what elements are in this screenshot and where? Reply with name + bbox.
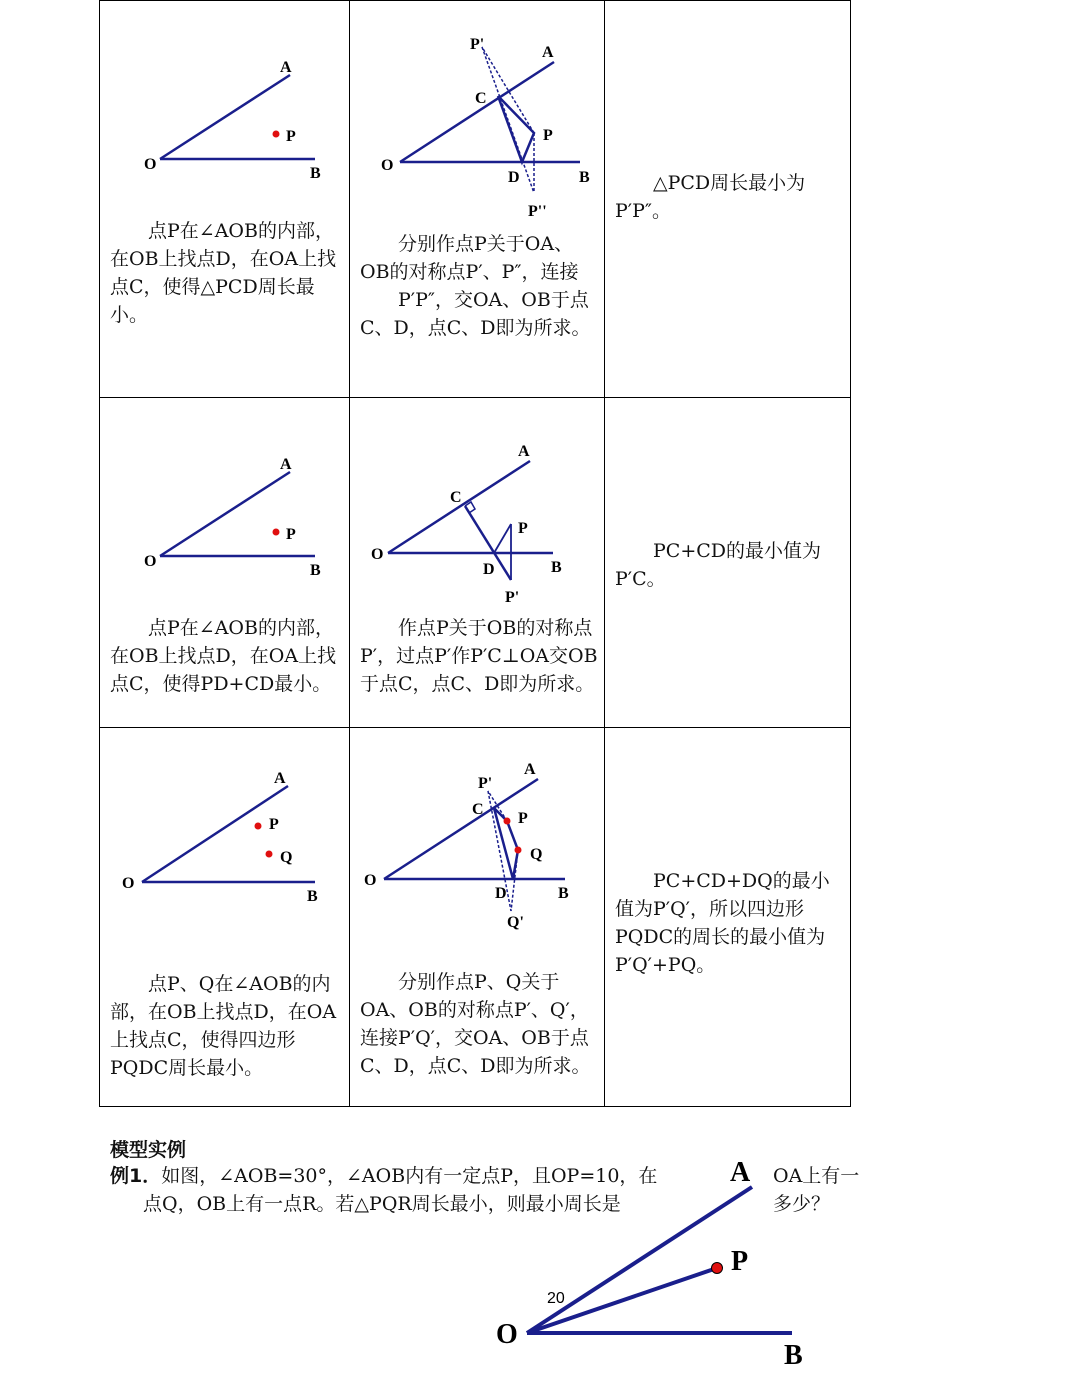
label-b: B xyxy=(310,165,321,182)
table-row xyxy=(100,728,851,1107)
problem-text: 点P、Q在∠AOB的内部，在OB上找点D，在OA上找点C，使得四边形PQDC周长最小。 xyxy=(110,973,337,1079)
label-d: D xyxy=(508,169,520,186)
problem-cell xyxy=(100,1,350,398)
label-p: P xyxy=(731,1246,749,1277)
point-q xyxy=(266,851,273,858)
label-o: O xyxy=(381,157,394,174)
ray-oa xyxy=(400,62,554,162)
problem-cell xyxy=(100,728,350,1107)
point-p xyxy=(712,1263,723,1274)
ray-oa xyxy=(527,1187,752,1333)
label-p2: P'' xyxy=(528,203,547,220)
method-cell xyxy=(350,398,605,728)
ray-oa xyxy=(160,75,290,159)
label-b: B xyxy=(307,888,318,905)
example-line-2-tail: 多少？ xyxy=(773,1193,831,1215)
figure-symmetric-construction xyxy=(350,1,605,231)
label-o: O xyxy=(496,1319,518,1350)
label-c: C xyxy=(475,90,487,107)
figure-angle-point xyxy=(100,398,350,598)
result-cell xyxy=(605,1,851,398)
label-o: O xyxy=(122,875,135,892)
label-o: O xyxy=(364,872,377,889)
method-text: 分别作点P关于OA、OB的对称点P′、P″，连接 P′P″，交OA、OB于点C、D，点C、D即为所求。 xyxy=(360,233,591,339)
figure-perpendicular-construction xyxy=(350,398,605,613)
point-p xyxy=(255,823,262,830)
result-cell xyxy=(605,398,851,728)
label-d: D xyxy=(483,561,495,578)
label-o: O xyxy=(144,553,157,570)
label-p1: P' xyxy=(478,775,493,792)
figure-two-point-construction xyxy=(350,728,605,938)
label-o: O xyxy=(371,546,384,563)
label-a: A xyxy=(542,44,554,61)
label-b: B xyxy=(579,169,590,186)
segment-pd xyxy=(494,524,511,553)
ray-oa xyxy=(142,786,288,882)
label-b: B xyxy=(551,559,562,576)
method-cell xyxy=(350,728,605,1107)
result-text: PC+CD+DQ的最小值为P′Q′，所以四边形PQDC的周长的最小值为P′Q′+PQ。 xyxy=(615,870,830,976)
table-row xyxy=(100,398,851,728)
method-text: 分别作点P、Q关于OA、OB的对称点P′、Q′，连接P′Q′，交OA、OB于点C、D，点C、D即为所求。 xyxy=(360,971,591,1077)
label-o: O xyxy=(144,156,157,173)
label-q: Q xyxy=(280,849,293,866)
problem-text: 点P在∠AOB的内部，在OB上找点D，在OA上找点C，使得PD+CD最小。 xyxy=(110,617,337,695)
example-label: 例1． xyxy=(110,1165,162,1187)
label-a: A xyxy=(524,761,536,778)
label-p: P xyxy=(286,128,296,145)
label-c: C xyxy=(450,489,462,506)
label-q1: Q' xyxy=(507,914,524,931)
point-q xyxy=(515,847,522,854)
label-a: A xyxy=(280,59,292,76)
label-q: Q xyxy=(530,846,543,863)
example-line-2: 点Q，OB上有一点R。若△PQR周长最小，则最小周长是 xyxy=(143,1193,621,1215)
label-p: P xyxy=(518,520,528,537)
problem-cell xyxy=(100,398,350,728)
label-a: A xyxy=(518,443,530,460)
label-b: B xyxy=(558,885,569,902)
label-c: C xyxy=(472,801,484,818)
table-row xyxy=(100,1,851,398)
segment-label: 20 xyxy=(547,1290,565,1307)
label-p1: P' xyxy=(470,36,485,53)
label-p: P xyxy=(286,526,296,543)
section-heading: 模型实例 xyxy=(110,1139,187,1161)
label-d: D xyxy=(495,885,507,902)
ray-oa xyxy=(160,472,290,556)
label-a: A xyxy=(274,770,286,787)
label-p: P xyxy=(518,810,528,827)
ray-oa xyxy=(388,461,530,553)
label-p: P xyxy=(269,816,279,833)
point-p xyxy=(273,529,280,536)
label-p: P xyxy=(543,127,553,144)
label-a: A xyxy=(730,1157,751,1188)
point-p xyxy=(273,131,280,138)
example-figure xyxy=(490,1150,820,1384)
result-text: PC+CD的最小值为P′C。 xyxy=(615,540,822,590)
method-text: 作点P关于OB的对称点P′，过点P′作P′C⊥OA交OB于点C，点C、D即为所求。 xyxy=(360,617,598,695)
problem-text: 点P在∠AOB的内部，在OB上找点D，在OA上找点C，使得△PCD周长最小。 xyxy=(110,220,337,326)
example-line-1-tail: OA上有一 xyxy=(773,1165,860,1187)
label-p1: P' xyxy=(505,589,520,606)
method-cell xyxy=(350,1,605,398)
example-text-1: 如图，∠AOB=30°，∠AOB内有一定点P，且OP=10，在 xyxy=(161,1165,658,1187)
result-text: △PCD周长最小为P′P″。 xyxy=(615,172,806,222)
figure-angle-point xyxy=(100,1,350,221)
label-a: A xyxy=(280,456,292,473)
figure-angle-two-points xyxy=(100,728,350,928)
label-b: B xyxy=(310,562,321,579)
point-p xyxy=(504,818,511,825)
label-b: B xyxy=(784,1340,803,1371)
result-cell xyxy=(605,728,851,1107)
construction-table xyxy=(99,0,851,1107)
